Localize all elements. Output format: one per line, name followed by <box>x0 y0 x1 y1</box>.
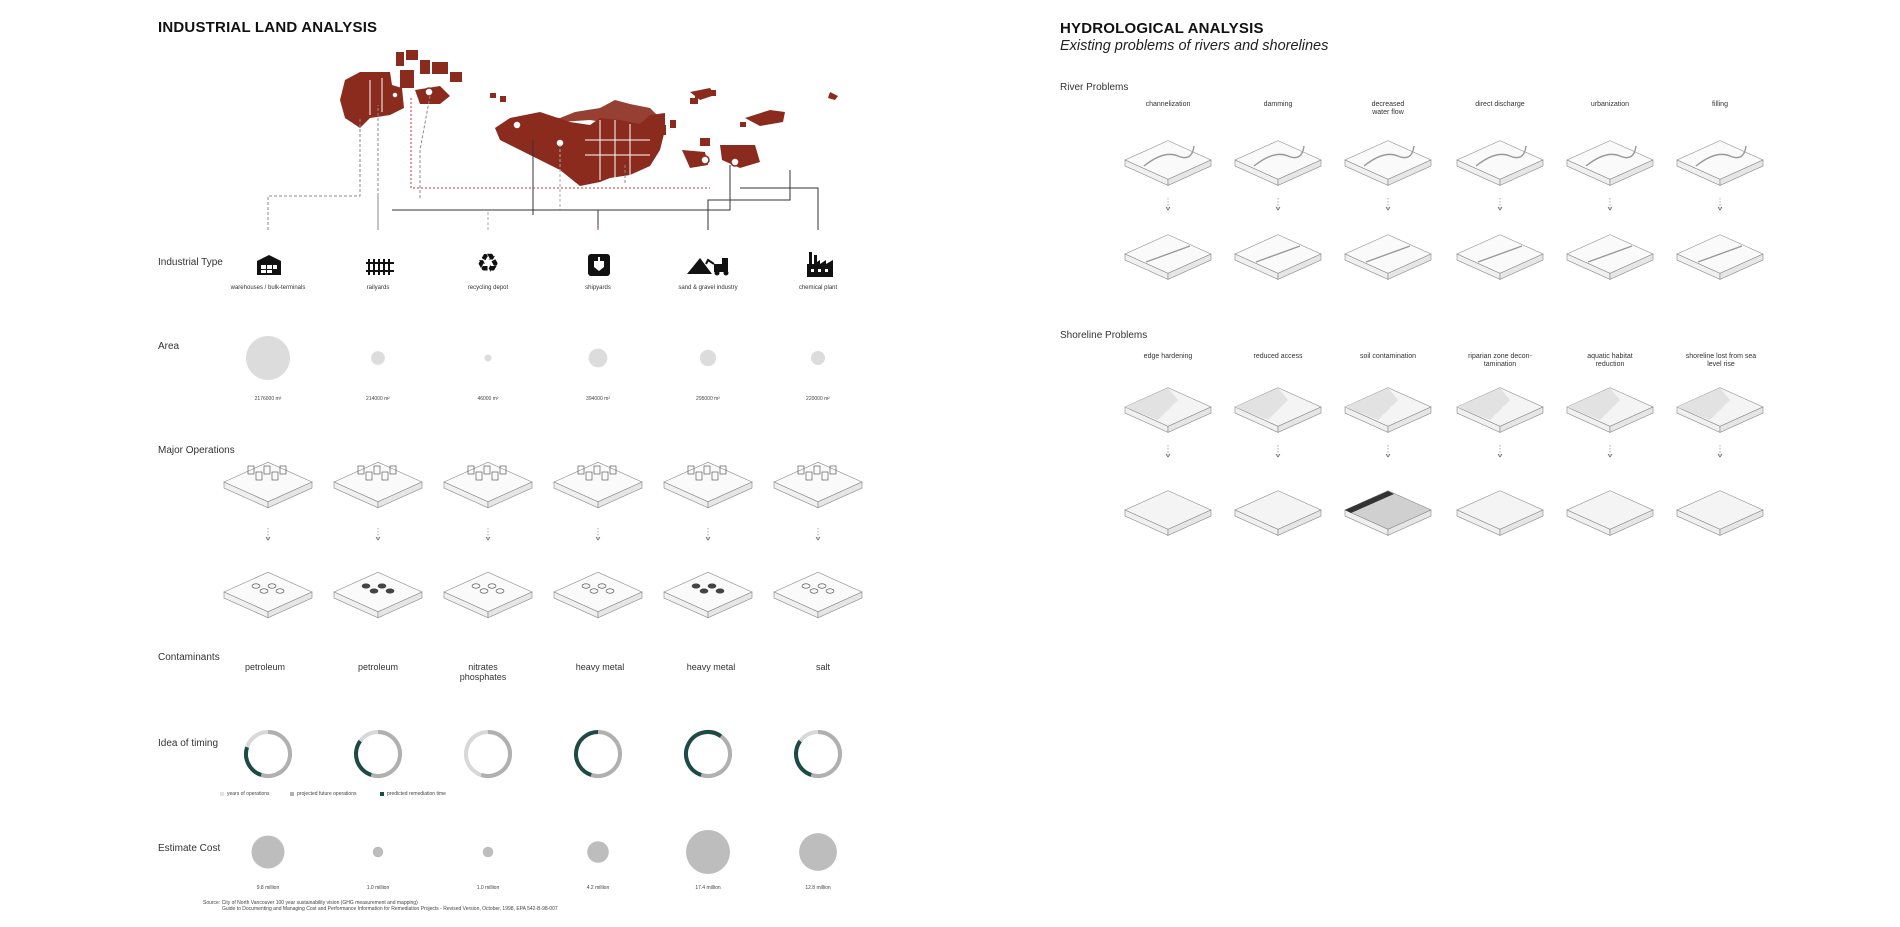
shore-problem-label: edge hardening <box>1143 353 1193 360</box>
contaminant-label: heavy metal <box>686 662 736 672</box>
legend-label: years of operations <box>227 791 270 797</box>
area-value: 220000 m² <box>806 396 830 402</box>
river-plate-before <box>1125 141 1211 186</box>
industry-type-label: railyards <box>366 285 390 291</box>
river-arrow <box>1608 198 1612 210</box>
shore-plate-after <box>1567 491 1653 536</box>
row-label-area: Area <box>158 341 180 352</box>
industry-type-label: shipyards <box>585 285 611 291</box>
river-plate-before <box>1567 141 1653 186</box>
industry-type-label: sand & gravel industry <box>678 285 738 291</box>
river-arrow <box>1386 198 1390 210</box>
shore-problem-label: aquatic habitat reduction <box>1587 353 1633 368</box>
river-plate-after <box>1345 235 1431 280</box>
shore-arrow <box>1276 445 1280 457</box>
river-plate-after <box>1567 235 1653 280</box>
shore-plate-after <box>1235 491 1321 536</box>
shore-plate-after <box>1125 491 1211 536</box>
river-plate-after <box>1125 235 1211 280</box>
industry-type-label: warehouses / bulk-terminals <box>230 285 306 291</box>
cost-value: 1.0 million <box>476 885 500 891</box>
row-label-industrial-type: Industrial Type <box>158 257 223 268</box>
shore-plate-after <box>1345 491 1431 536</box>
area-value: 2176000 m² <box>254 396 282 402</box>
area-value: 46000 m² <box>477 396 499 402</box>
contaminant-label: nitrates phosphates <box>459 662 507 682</box>
shore-plate-before <box>1235 388 1321 433</box>
river-plate-after <box>1235 235 1321 280</box>
industrial-title: INDUSTRIAL LAND ANALYSIS <box>158 19 378 36</box>
hydrological-subtitle: Existing problems of rivers and shorelines <box>1060 38 1329 54</box>
legend-label: predicted remediation time <box>387 791 446 797</box>
shoreline-problems-label: Shoreline Problems <box>1060 330 1148 341</box>
area-value: 214000 m² <box>366 396 390 402</box>
shore-plate-before <box>1125 388 1211 433</box>
shore-arrow <box>1166 445 1170 457</box>
shore-plate-before <box>1567 388 1653 433</box>
cost-value: 17.4 million <box>695 885 721 891</box>
river-problem-label: damming <box>1263 101 1293 108</box>
river-problems-label: River Problems <box>1060 82 1129 93</box>
row-label-estimate-cost: Estimate Cost <box>158 843 221 854</box>
river-arrow <box>1276 198 1280 210</box>
source-note: Guide to Documenting and Managing Cost and Performance Information for Remediation Projects - Revised Version, October, 1998, EPA 542-B-98-007 <box>222 906 558 912</box>
shore-plate-before <box>1677 388 1763 433</box>
shore-arrow <box>1608 445 1612 457</box>
river-problem-label: filling <box>1712 101 1728 108</box>
shore-problem-label: soil contamination <box>1359 353 1417 360</box>
shore-plate-before <box>1345 388 1431 433</box>
row-label-major-operations: Major Operations <box>158 445 235 456</box>
contaminant-label: petroleum <box>357 662 399 672</box>
shore-problem-label: riparian zone decon-tamination <box>1468 353 1532 368</box>
shore-arrow <box>1386 445 1390 457</box>
cost-value: 9.8 million <box>256 885 280 891</box>
row-label-timing: Idea of timing <box>158 738 219 749</box>
river-plate-after <box>1457 235 1543 280</box>
river-plate-before <box>1677 141 1763 186</box>
river-problem-label: decreased water flow <box>1371 101 1405 116</box>
cost-value: 1.0 million <box>366 885 390 891</box>
legend-label: projected future operations <box>297 791 357 797</box>
shore-plate-before <box>1457 388 1543 433</box>
shore-problem-label: shoreline lost from sea level rise <box>1685 353 1757 368</box>
cost-value: 12.8 million <box>805 885 831 891</box>
industry-type-label: recycling depot <box>467 285 509 291</box>
river-plate-after <box>1677 235 1763 280</box>
contaminant-label: heavy metal <box>575 662 625 672</box>
contaminant-label: salt <box>815 662 830 672</box>
recycling-icon: ♻ <box>476 248 500 278</box>
shore-plate-after <box>1457 491 1543 536</box>
hydrological-title: HYDROLOGICAL ANALYSIS <box>1060 20 1264 37</box>
river-plate-before <box>1345 141 1431 186</box>
river-arrow <box>1498 198 1502 210</box>
cost-value: 4.2 million <box>586 885 610 891</box>
shore-problem-label: reduced access <box>1253 353 1303 360</box>
river-plate-before <box>1457 141 1543 186</box>
shore-plate-after <box>1677 491 1763 536</box>
source-note: Source: City of North Vancouver 100 year sustainability vision (GHG measurement and mapping) <box>203 900 418 906</box>
river-problem-label: urbanization <box>1590 101 1630 108</box>
shore-arrow <box>1718 445 1722 457</box>
river-arrow <box>1718 198 1722 210</box>
contaminant-label: petroleum <box>244 662 286 672</box>
river-problem-label: direct discharge <box>1475 101 1525 108</box>
row-label-contaminants: Contaminants <box>158 652 220 663</box>
area-value: 295000 m² <box>696 396 720 402</box>
industry-type-label: chemical plant <box>798 285 838 291</box>
river-plate-before <box>1235 141 1321 186</box>
river-problem-label: channelization <box>1145 101 1191 108</box>
shore-arrow <box>1498 445 1502 457</box>
area-value: 394000 m² <box>586 396 610 402</box>
river-arrow <box>1166 198 1170 210</box>
